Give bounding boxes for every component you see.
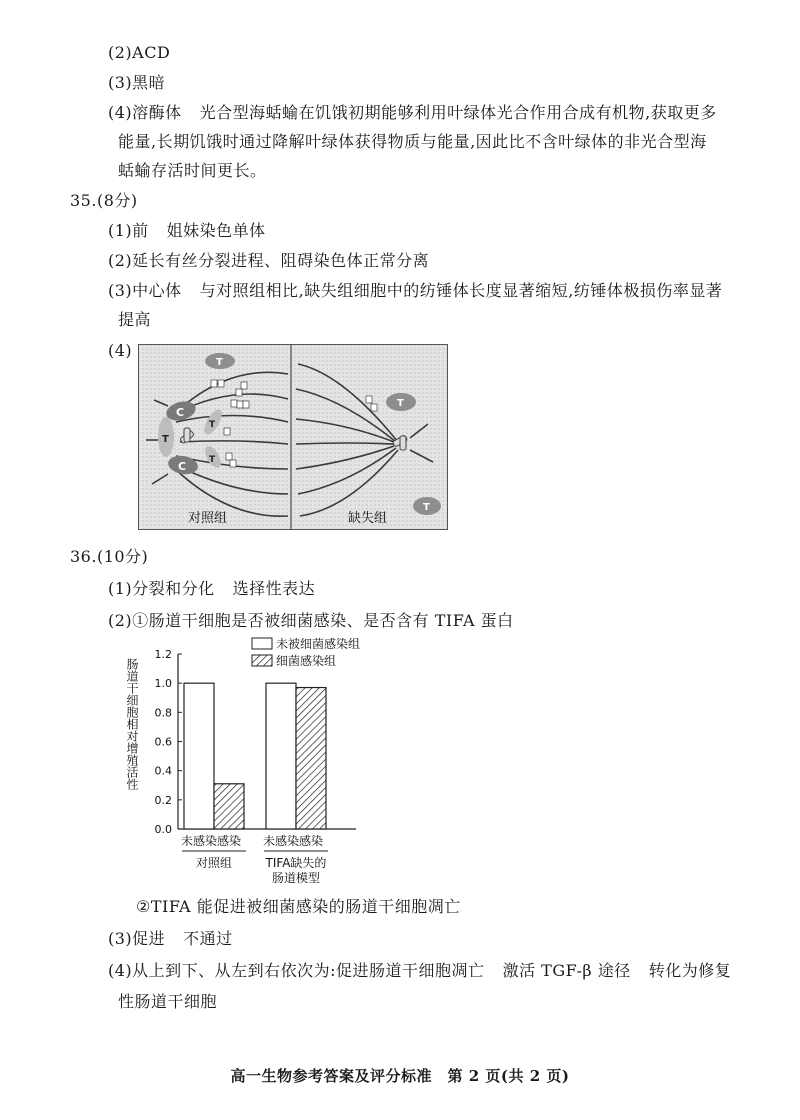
caption-deletion: 缺失组 xyxy=(348,511,388,526)
answer-36-3 xyxy=(108,928,233,950)
legend-swatch-0 xyxy=(252,638,272,649)
answer-36-4-b: 激活 TGF-β 途径 xyxy=(502,961,631,980)
control-tifa-left xyxy=(158,417,174,457)
bar-uninfected xyxy=(266,683,296,829)
question-36-header: 36.(10分) xyxy=(70,547,149,566)
chart-bars xyxy=(184,683,326,829)
label-t-mid2: T xyxy=(209,455,216,465)
y-tick-label: 0.8 xyxy=(154,706,172,720)
label-t-deletion-lower: T xyxy=(423,502,430,513)
legend-swatch-1 xyxy=(252,655,272,666)
answer-36-4-a: (4)从上到下、从左到右依次为:促进肠道干细胞凋亡 xyxy=(108,961,485,980)
answer-35-2: (2)延长有丝分裂进程、阻碍染色体正常分离 xyxy=(108,251,430,270)
answer-35-1 xyxy=(108,220,266,242)
answer-34-4-label: (4)溶酶体 xyxy=(108,103,182,122)
legend-label-0: 未被细菌感染组 xyxy=(276,637,361,651)
label-t-left: T xyxy=(162,434,169,445)
answer-35-3-text: 与对照组相比,缺失组细胞中的纺锤体长度显著缩短,纺锤体极损伤率显著 xyxy=(199,281,723,300)
y-tick-label: 1.0 xyxy=(154,677,172,691)
bar-infected xyxy=(214,784,244,829)
group-label-tifa-2: 肠道模型 xyxy=(271,871,321,885)
chart-legend xyxy=(252,636,360,668)
answer-34-4-line3: 蛞蝓存活时间更长。 xyxy=(118,161,267,180)
answer-36-3-a: (3)促进 xyxy=(108,929,166,948)
answer-35-4-label: (4) xyxy=(108,341,133,360)
y-tick-label: 0.4 xyxy=(154,764,172,778)
deletion-tifa-lower xyxy=(413,497,441,515)
deletion-tifa-upper xyxy=(386,393,416,411)
answer-36-2-1: (2)①肠道干细胞是否被细菌感染、是否含有 TIFA 蛋白 xyxy=(108,611,514,630)
answer-35-3-line1 xyxy=(108,280,722,302)
page-footer: 高一生物参考答案及评分标准 第 2 页(共 2 页) xyxy=(230,1067,570,1085)
y-tick-label: 0.2 xyxy=(154,793,172,807)
chart-labels xyxy=(181,833,328,885)
spindle-figure xyxy=(138,344,448,530)
x-tick-label: 未感染 xyxy=(180,834,218,848)
answer-36-4-c: 转化为修复 xyxy=(648,961,732,980)
answer-34-4-line1 xyxy=(108,102,717,124)
answer-36-2-2: ②TIFA 能促进被细菌感染的肠道干细胞凋亡 xyxy=(136,897,461,916)
y-tick-label: 1.2 xyxy=(154,648,172,661)
x-tick-label: 感染 xyxy=(298,834,324,848)
bar-chart xyxy=(120,632,390,894)
answer-34-4-text: 光合型海蛞蝓在饥饿初期能够利用叶绿体光合作用合成有机物,获取更多 xyxy=(199,103,717,122)
answer-36-4-line1 xyxy=(108,960,731,982)
answer-36-1-b: 选择性表达 xyxy=(232,579,316,598)
y-tick-label: 0.6 xyxy=(154,735,172,749)
answer-35-3-line2: 提高 xyxy=(118,310,152,329)
label-t-mid: T xyxy=(209,420,216,430)
label-t-deletion-upper: T xyxy=(397,398,404,409)
label-c-bottom: C xyxy=(178,460,187,473)
answer-34-2: (2)ACD xyxy=(108,43,171,62)
answer-35-3-organelle: (3)中心体 xyxy=(108,281,182,300)
bar-infected xyxy=(296,688,326,829)
group-label-control: 对照组 xyxy=(195,856,233,870)
label-c-top: C xyxy=(176,406,185,419)
answer-36-4-line2: 性肠道干细胞 xyxy=(118,992,218,1011)
answer-34-3: (3)黑暗 xyxy=(108,73,166,92)
bar-uninfected xyxy=(184,683,214,829)
legend-label-1: 细菌感染组 xyxy=(276,654,337,668)
caption-control: 对照组 xyxy=(188,511,228,526)
x-tick-label: 感染 xyxy=(216,834,242,848)
x-tick-label: 未感染 xyxy=(262,834,300,848)
label-t-top: T xyxy=(216,357,223,368)
question-35-header: 35.(8分) xyxy=(70,191,138,210)
y-tick-label: 0.0 xyxy=(154,823,172,836)
answer-36-3-b: 不通过 xyxy=(183,929,233,948)
answer-36-1-a: (1)分裂和分化 xyxy=(108,579,215,598)
answer-35-1-phase: (1)前 xyxy=(108,221,149,240)
answer-35-1-structure: 姐妹染色单体 xyxy=(166,221,266,240)
group-label-tifa-1: TIFA缺失的 xyxy=(265,856,327,870)
answer-36-1 xyxy=(108,578,315,600)
y-axis-label: 肠道干细胞相对增殖活性 xyxy=(125,658,139,790)
answer-34-4-line2: 能量,长期饥饿时通过降解叶绿体获得物质与能量,因此比不含叶绿体的非光合型海 xyxy=(118,132,707,151)
control-tifa-top xyxy=(205,353,235,369)
